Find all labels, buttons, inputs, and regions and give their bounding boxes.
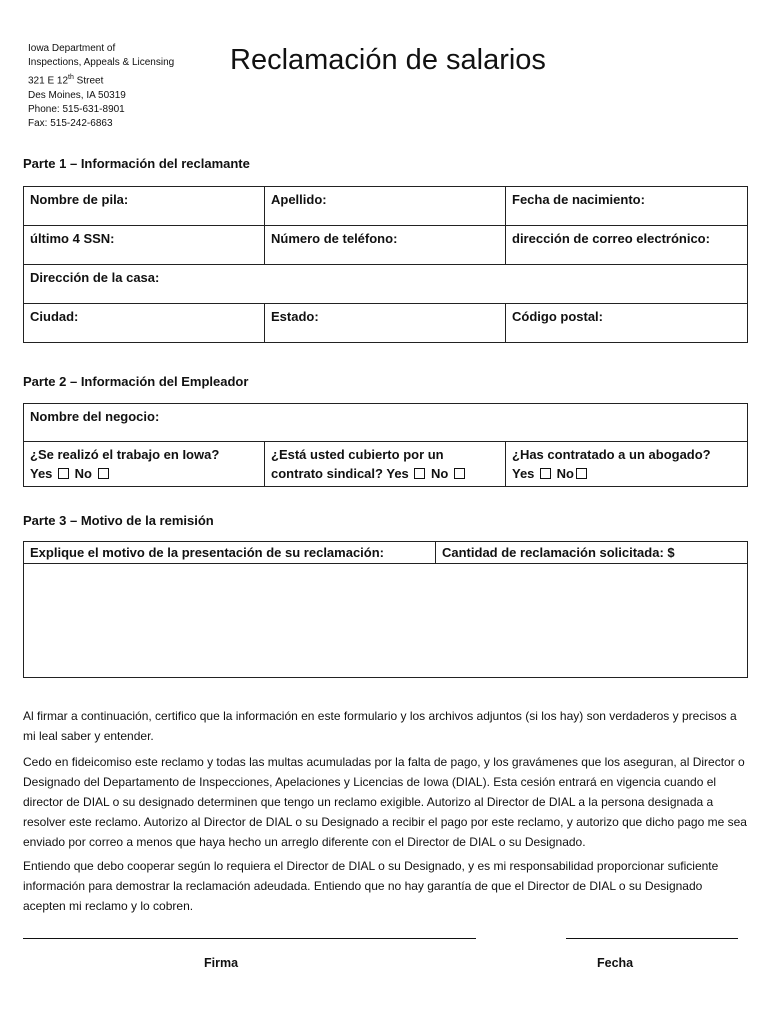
last-name-field[interactable]: Apellido: [265, 187, 506, 226]
agency-name: Iowa Department of [28, 43, 116, 54]
amount-field[interactable]: Cantidad de reclamación solicitada: $ [436, 542, 748, 564]
first-name-field[interactable]: Nombre de pila: [24, 187, 265, 226]
date-label: Fecha [597, 956, 634, 970]
agency-city: Des Moines, IA 50319 [28, 89, 126, 101]
union-yes-checkbox[interactable] [414, 468, 425, 479]
ssn-field[interactable]: último 4 SSN: [24, 226, 265, 265]
certify-paragraph: Al firmar a continuación, certifico que la información en este formulario y los archivos adjuntos (si los hay) son verdaderos y precisos a mi leal saber y entender. [23, 709, 737, 743]
agency-division: Inspections, Appeals & Licensing [28, 57, 175, 69]
part1-heading: Parte 1 – Información del reclamante [23, 156, 250, 171]
attorney-yes-checkbox[interactable] [540, 468, 551, 479]
zip-field[interactable]: Código postal: [506, 304, 748, 343]
work-iowa-yes-checkbox[interactable] [58, 468, 69, 479]
signature-line[interactable] [23, 938, 476, 939]
part3-heading: Parte 3 – Motivo de la remisión [23, 513, 214, 528]
attorney-cell: ¿Has contratado a un abogado? Yes No [506, 442, 748, 487]
agency-phone: Phone: 515-631-8901 [28, 103, 125, 115]
date-line[interactable] [566, 938, 738, 939]
assignment-paragraph: Cedo en fideicomiso este reclamo y todas las multas acumuladas por la falta de pago, y los gravámenes que los aseguran, al Director o Designado del Departamento de Inspecciones, Apelaciones y Licencias de Iowa (DIAL). Esta cesión entrará en vigencia cuando el director de DIAL o su designado determinen que tengo un reclamo exigible. Autorizo al Director de DIAL a la persona designada a resolver este reclamo. Autorizo al Director de DIAL o su Designado a recibir el pago por este reclamo, y autorizo que dicho pago me sea enviado por correo a menos que haya hecho un arreglo diferente con el Director de DIAL o su Designado. [23, 755, 747, 849]
explain-label: Explique el motivo de la presentación de su reclamación: [24, 542, 436, 564]
agency-address [28, 42, 174, 132]
attorney-no-checkbox[interactable] [576, 468, 587, 479]
city-field[interactable]: Ciudad: [24, 304, 265, 343]
union-no-checkbox[interactable] [454, 468, 465, 479]
reason-table [23, 541, 748, 678]
employer-table [23, 403, 748, 487]
phone-field[interactable]: Número de teléfono: [265, 226, 506, 265]
work-in-iowa-cell: ¿Se realizó el trabajo en Iowa? Yes No [24, 442, 265, 487]
page-title: Reclamación de salarios [230, 44, 546, 76]
state-field[interactable]: Estado: [265, 304, 506, 343]
agency-street: 321 E 12th Street [28, 73, 104, 87]
claimant-table [23, 186, 748, 343]
dob-field[interactable]: Fecha de nacimiento: [506, 187, 748, 226]
home-address-field[interactable]: Dirección de la casa: [24, 265, 748, 304]
cooperate-paragraph: Entiendo que debo cooperar según lo requiera el Director de DIAL o su Designado, y es mi responsabilidad proporcionar suficiente información para demostrar la reclamación adeudada. Entiendo que no hay garantía de que el Director de DIAL o su Designado acepten mi reclamo y lo cobren. [23, 859, 719, 913]
explanation-textarea[interactable] [24, 564, 748, 678]
part2-heading: Parte 2 – Información del Empleador [23, 374, 249, 389]
work-iowa-no-checkbox[interactable] [98, 468, 109, 479]
signature-label: Firma [204, 956, 239, 970]
business-name-field[interactable]: Nombre del negocio: [24, 404, 748, 442]
union-contract-cell: ¿Está usted cubierto por un contrato sindical? Yes No [265, 442, 506, 487]
agency-fax: Fax: 515-242-6863 [28, 118, 113, 130]
email-field[interactable]: dirección de correo electrónico: [506, 226, 748, 265]
